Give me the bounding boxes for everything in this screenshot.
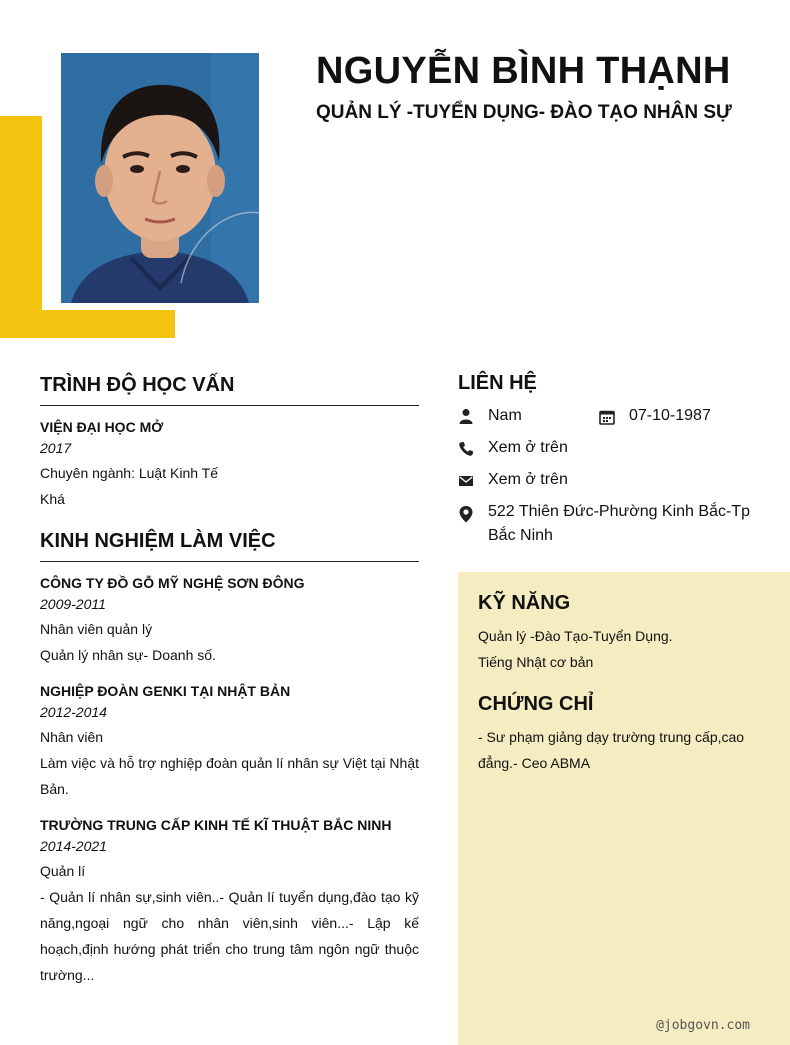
- certificates-heading: CHỨNG CHỈ: [478, 693, 594, 715]
- company-name: NGHIỆP ĐOÀN GENKI TẠI NHẬT BẢN: [40, 683, 291, 699]
- experience-divider: [40, 561, 419, 562]
- education-year: 2017: [40, 440, 72, 456]
- skill-item: Quản lý -Đào Tạo-Tuyển Dụng.: [478, 628, 673, 644]
- skills-panel: [458, 572, 790, 1045]
- experience-period: 2012-2014: [40, 704, 107, 720]
- experience-period: 2014-2021: [40, 838, 107, 854]
- education-grade: Khá: [40, 491, 65, 507]
- contact-birthdate: 07-10-1987: [629, 407, 711, 424]
- company-name: TRƯỜNG TRUNG CẤP KINH TẾ KĨ THUẬT BẮC NINH: [40, 817, 392, 833]
- contact-email: Xem ở trên: [488, 471, 568, 488]
- candidate-name: NGUYỄN BÌNH THẠNH: [316, 50, 731, 92]
- profile-photo: [61, 53, 259, 303]
- calendar-icon: [599, 409, 615, 425]
- experience-role: Quản lí: [40, 863, 86, 879]
- skill-item: Tiếng Nhật cơ bản: [478, 654, 594, 670]
- experience-role: Nhân viên quản lý: [40, 621, 153, 637]
- education-divider: [40, 405, 419, 406]
- school-name: VIỆN ĐẠI HỌC MỞ: [40, 419, 164, 435]
- person-icon: [458, 408, 474, 424]
- watermark: @jobgovn.com: [656, 1018, 750, 1033]
- contact-heading: LIÊN HỆ: [458, 372, 537, 394]
- certificates-text: - Sư phạm giảng dạy trường trung cấp,cao đẳng.- Ceo ABMA: [478, 729, 745, 771]
- skills-heading: KỸ NĂNG: [478, 592, 571, 614]
- contact-gender: Nam: [488, 407, 522, 424]
- education-major: Chuyên ngành: Luật Kinh Tế: [40, 465, 218, 481]
- accent-bar: [0, 116, 42, 338]
- accent-bar-foot: [0, 310, 175, 338]
- mail-icon: [458, 473, 474, 489]
- skills-panel-content: [478, 592, 768, 776]
- experience-description: Làm việc và hỗ trợ nghiệp đoàn quản lí nhân sự Việt tại Nhật Bản.: [40, 755, 419, 797]
- experience-heading: KINH NGHIỆM LÀM VIỆC: [40, 530, 276, 552]
- experience-item: [40, 682, 419, 802]
- left-column: [40, 374, 419, 988]
- education-entry: [40, 418, 419, 512]
- phone-icon: [458, 441, 474, 457]
- company-name: CÔNG TY ĐỒ GỖ MỸ NGHỆ SƠN ĐÔNG: [40, 575, 305, 591]
- experience-period: 2009-2011: [40, 596, 106, 612]
- job-title: QUẢN LÝ -TUYỂN DỤNG- ĐÀO TẠO NHÂN SỰ: [316, 102, 732, 123]
- experience-role: Nhân viên: [40, 729, 104, 745]
- experience-item: [40, 816, 419, 988]
- education-heading: TRÌNH ĐỘ HỌC VẤN: [40, 374, 235, 396]
- experience-description: - Quản lí nhân sự,sinh viên..- Quản lí tuyển dụng,đào tạo kỹ năng,ngoại ngữ cho nhân viên,sinh viên...- Lập kế hoạch,định hướng phát triển cho trung tâm ngôn ngữ thuộc trường...: [40, 889, 419, 983]
- contact-section: [458, 372, 758, 544]
- contact-address: 522 Thiên Đức-Phường Kinh Bắc-Tp Bắc Ninh: [488, 503, 750, 544]
- portrait-illustration: [61, 53, 259, 303]
- location-pin-icon: [458, 505, 474, 523]
- contact-phone: Xem ở trên: [488, 439, 568, 456]
- experience-description: Quản lý nhân sự- Doanh số.: [40, 647, 216, 663]
- experience-item: [40, 574, 419, 668]
